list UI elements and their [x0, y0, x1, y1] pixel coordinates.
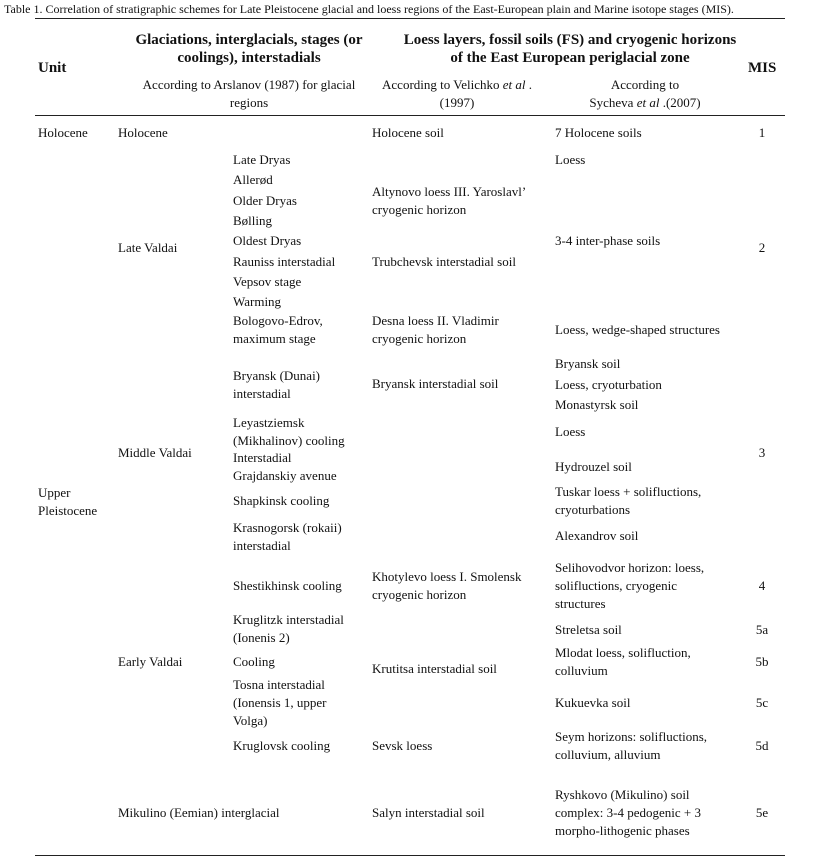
header-glaciations: Glaciations, interglacials, stages (or coolings), interstadials: [135, 32, 363, 66]
sycheva-cell: Alexandrov soil: [555, 528, 639, 543]
stage-cell: Kruglitzk interstadial (Ionenis 2): [233, 612, 344, 645]
table-caption: Table 1. Correlation of stratigraphic schemes for Late Pleistocene glacial and loess regions of the East-European plain and Marine isotope stages (MIS).: [4, 2, 734, 16]
stage-cell: Oldest Dryas: [233, 233, 302, 248]
text: Sycheva: [589, 95, 637, 110]
sycheva-cell: Tuskar loess + solifluctions, cryoturbations: [555, 484, 702, 517]
text: et al: [636, 95, 660, 110]
stage-cell: Allerød: [233, 172, 273, 187]
header-mis: MIS: [748, 60, 777, 76]
stage-cell: Warming: [233, 294, 282, 309]
velichko-cell: Altynovo loess III. Yaroslavl’ cryogenic horizon: [372, 184, 527, 217]
stage-cell: Bryansk (Dunai) interstadial: [233, 368, 321, 401]
header-rule: [35, 115, 785, 116]
mis-cell: 2: [758, 240, 766, 255]
mis-cell: 5e: [755, 805, 769, 820]
bottom-rule: [35, 855, 785, 856]
stage-cell: Shapkinsk cooling: [233, 493, 330, 508]
mis-cell: 5a: [755, 622, 769, 637]
stage-cell: Interstadial Grajdanskiy avenue: [233, 450, 337, 483]
subunit-cell: Holocene: [118, 125, 168, 140]
velichko-cell: Desna loess II. Vladimir cryogenic horizon: [372, 313, 499, 346]
mis-cell: 5b: [755, 654, 769, 669]
text: et al: [502, 77, 526, 92]
stage-cell: Late Dryas: [233, 152, 291, 167]
header-sycheva: [560, 76, 730, 112]
velichko-cell: Sevsk loess: [372, 738, 433, 753]
stage-cell: Vepsov stage: [233, 274, 302, 289]
header-arslanov: According to Arslanov (1987) for glacial regions: [142, 77, 356, 110]
subunit-cell: Middle Valdai: [118, 445, 192, 460]
header-velichko: [372, 76, 542, 112]
text: According to Velichko: [382, 77, 503, 92]
stage-cell: Krasnogorsk (rokaii) interstadial: [233, 520, 342, 553]
sycheva-cell: 3-4 inter-phase soils: [555, 233, 661, 248]
header-loess: Loess layers, fossil soils (FS) and cryogenic horizons of the East European periglacial zone: [403, 32, 737, 66]
stage-cell: Older Dryas: [233, 193, 297, 208]
sycheva-cell: Selihovodvor horizon: loess, solifluctions, cryogenic structures: [555, 560, 705, 611]
sycheva-cell: Loess: [555, 424, 586, 439]
mis-cell: 3: [758, 445, 766, 460]
top-rule: [35, 18, 785, 19]
mis-cell: 5d: [755, 738, 769, 753]
velichko-cell: Khotylevo loess I. Smolensk cryogenic horizon: [372, 569, 522, 602]
mis-cell: 5c: [755, 695, 769, 710]
sycheva-cell: Mlodat loess, solifluction, colluvium: [555, 645, 691, 678]
velichko-cell: Holocene soil: [372, 125, 444, 140]
sycheva-cell: Loess, wedge-shaped structures: [555, 322, 720, 337]
stage-cell: Bologovo-Edrov, maximum stage: [233, 313, 323, 346]
stage-cell: Tosna interstadial (Ionensis 1, upper Volga): [233, 677, 327, 728]
text: .: [525, 77, 532, 92]
sycheva-cell: Bryansk soil: [555, 356, 621, 371]
stage-cell: Bølling: [233, 213, 273, 228]
sycheva-cell: Kukuevka soil: [555, 695, 631, 710]
sycheva-cell: Loess: [555, 152, 586, 167]
stage-cell: Cooling: [233, 654, 275, 669]
sycheva-cell: Seym horizons: solifluctions, colluvium, alluvium: [555, 729, 708, 762]
sycheva-cell: 7 Holocene soils: [555, 125, 642, 140]
unit-cell: Upper Pleistocene: [38, 485, 98, 518]
velichko-cell: Bryansk interstadial soil: [372, 376, 499, 391]
subunit-cell: Mikulino (Eemian) interglacial: [118, 805, 280, 820]
sycheva-cell: Ryshkovo (Mikulino) soil complex: 3-4 pedogenic + 3 morpho-lithogenic phases: [555, 787, 701, 838]
velichko-cell: Salyn interstadial soil: [372, 805, 485, 820]
sycheva-cell: Monastyrsk soil: [555, 397, 639, 412]
velichko-cell: Trubchevsk interstadial soil: [372, 254, 516, 269]
sycheva-cell: Streletsa soil: [555, 622, 622, 637]
sycheva-cell: Hydrouzel soil: [555, 459, 632, 474]
text: According to: [610, 77, 680, 92]
sycheva-cell: Loess, cryoturbation: [555, 377, 662, 392]
stage-cell: Kruglovsk cooling: [233, 738, 331, 753]
stage-cell: Shestikhinsk cooling: [233, 578, 342, 593]
mis-cell: 1: [758, 125, 766, 140]
header-unit: Unit: [38, 60, 67, 76]
subunit-cell: Early Valdai: [118, 654, 183, 669]
text: .(2007): [659, 95, 701, 110]
stage-cell: Leyastziemsk (Mikhalinov) cooling: [233, 415, 345, 448]
text: (1997): [439, 95, 475, 110]
unit-cell: Holocene: [38, 125, 88, 140]
velichko-cell: Krutitsa interstadial soil: [372, 661, 497, 676]
subunit-cell: Late Valdai: [118, 240, 178, 255]
mis-cell: 4: [758, 578, 766, 593]
stage-cell: Rauniss interstadial: [233, 254, 336, 269]
